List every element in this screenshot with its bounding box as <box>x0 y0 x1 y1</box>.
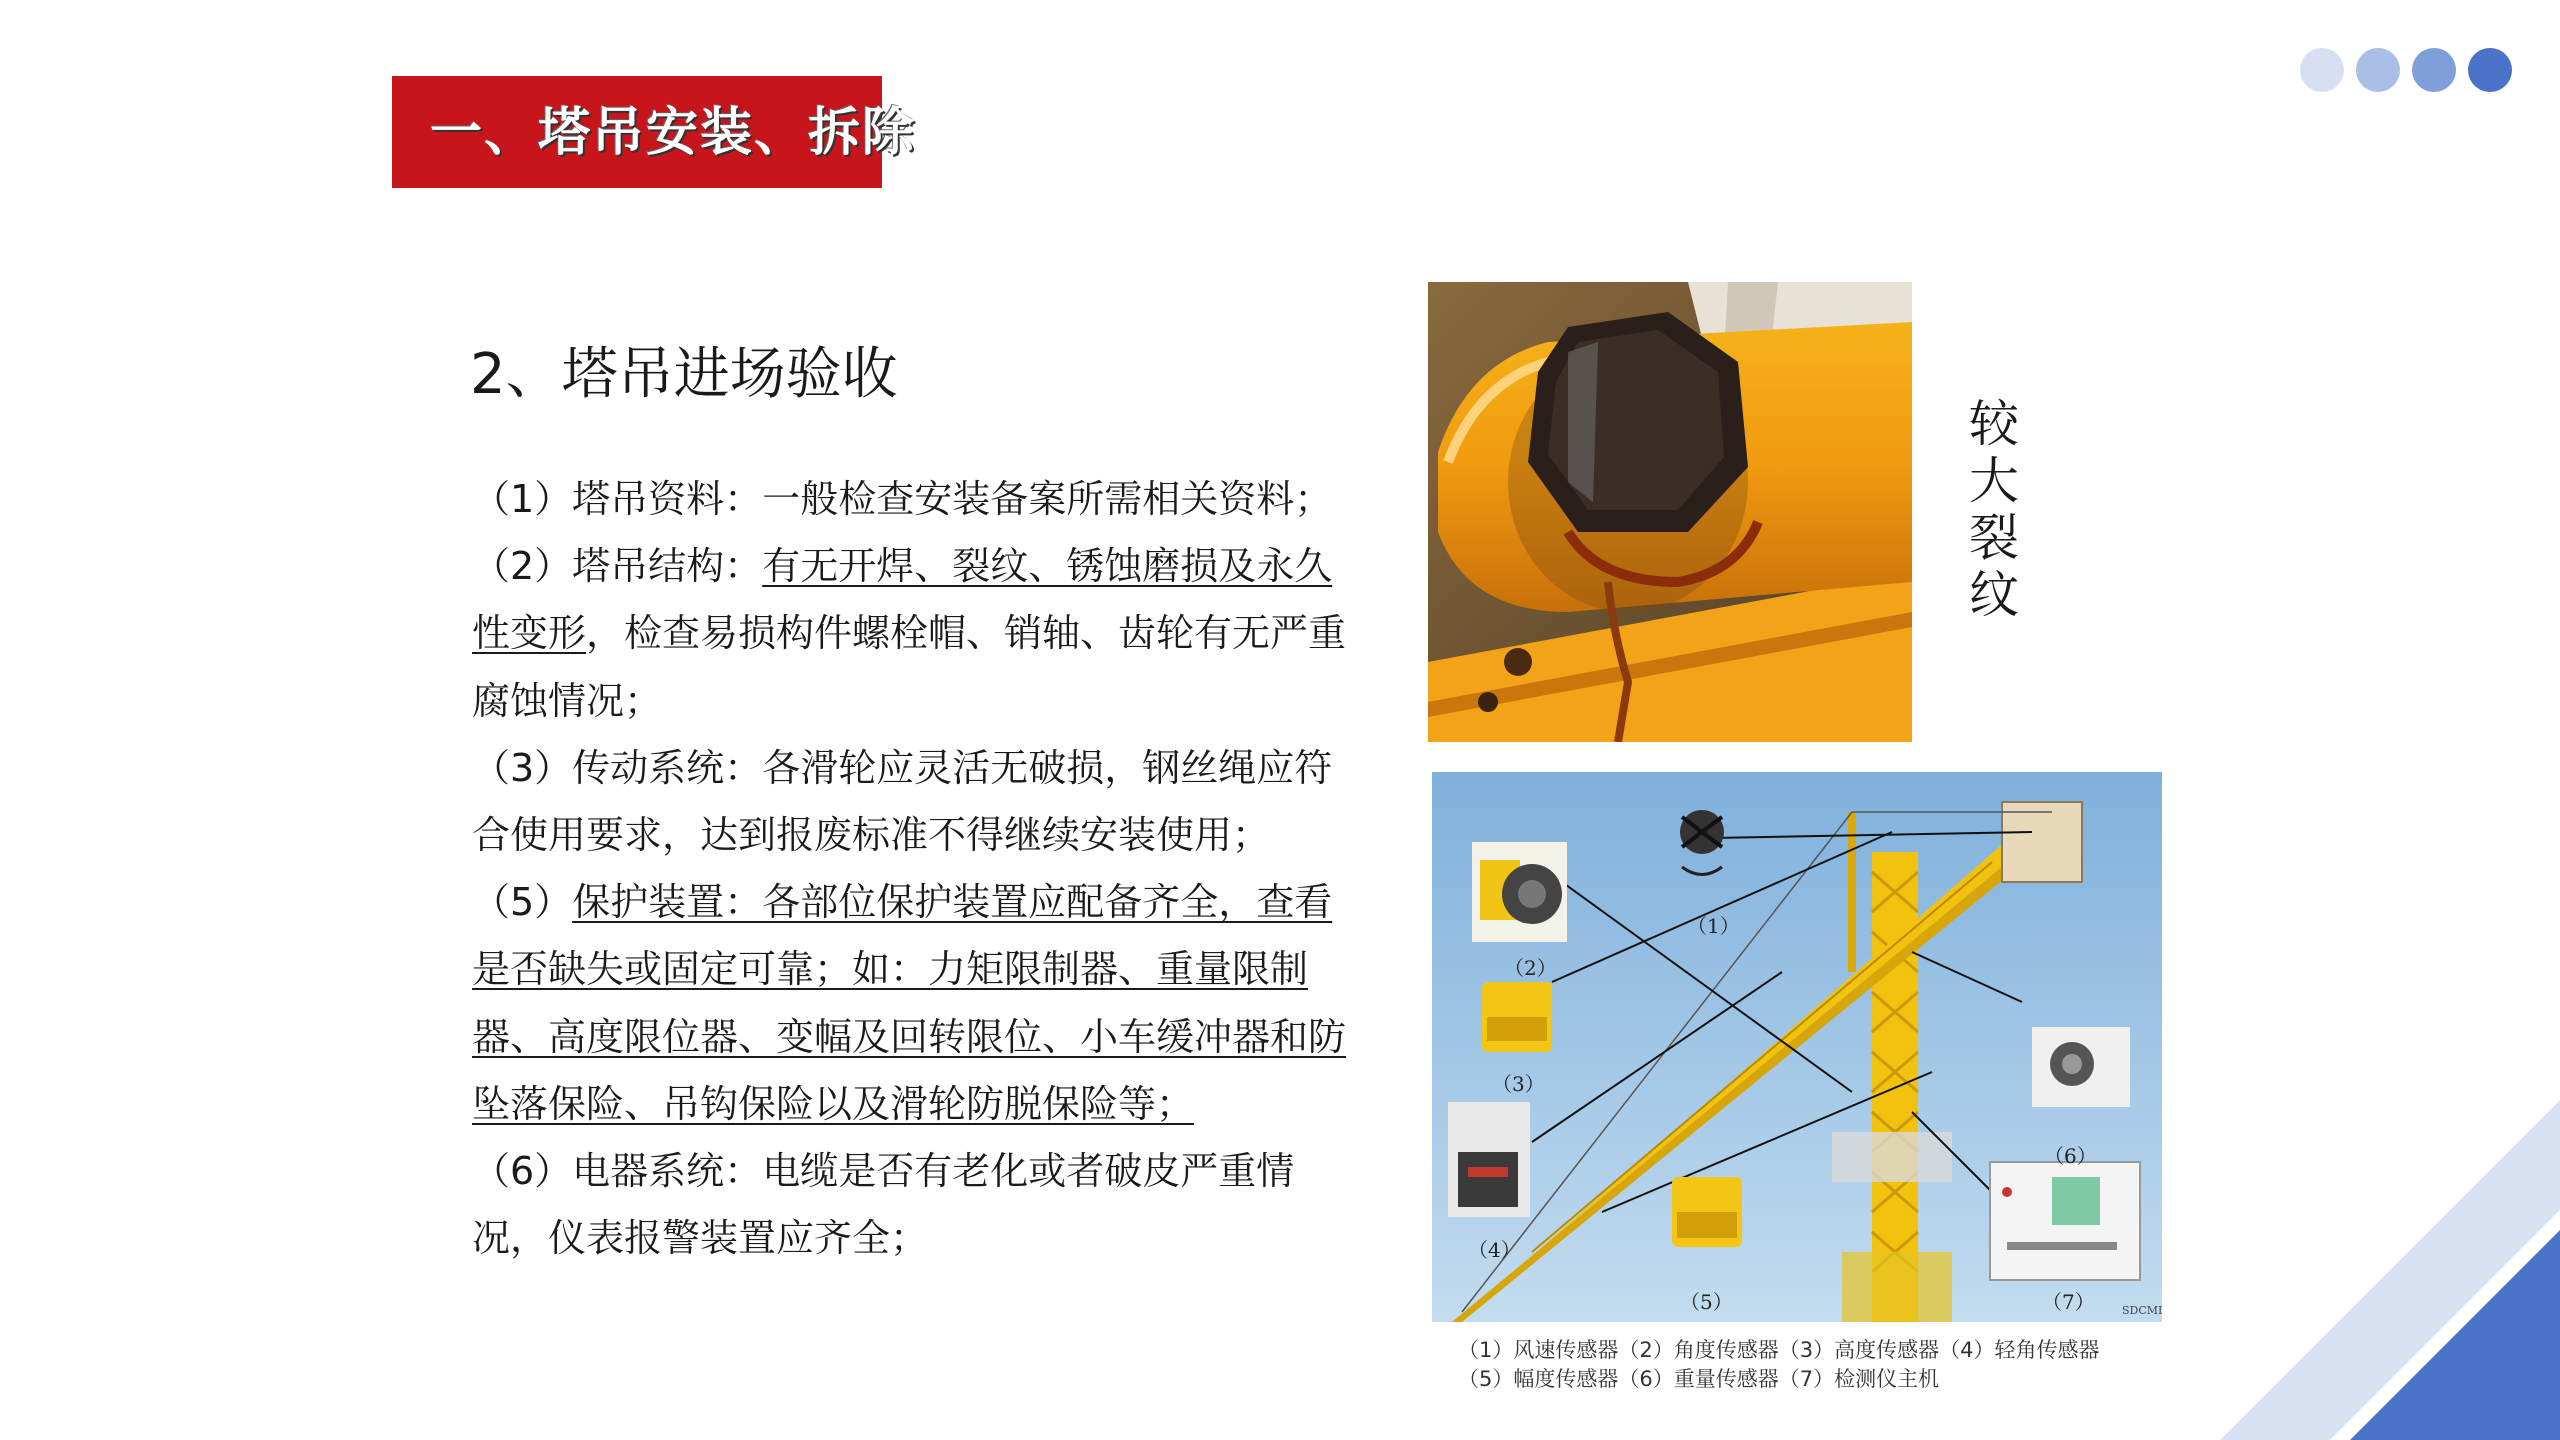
sensor-label-7: （7） <box>2042 1290 2095 1314</box>
sensor-label-1: （1） <box>1687 914 1740 938</box>
list-item: （2）塔吊结构：有无开焊、裂纹、锈蚀磨损及永久性变形，检查易损构件螺栓帽、销轴、齿轮有无严重腐蚀情况； <box>472 544 1347 723</box>
crack-label: 较 大 裂 纹 <box>1969 395 2019 624</box>
watermark: SDCMI <box>2122 1304 2162 1317</box>
list-item: （6）电器系统：电缆是否有老化或者破皮严重情况，仪表报警装置应齐全； <box>472 1149 1295 1261</box>
sensor-label-4: （4） <box>1468 1238 1521 1262</box>
crack-photo <box>1428 282 1912 742</box>
sensor-label-3: （3） <box>1492 1072 1545 1096</box>
sensor-label-6: （6） <box>2044 1144 2097 1168</box>
decorative-dots <box>2300 48 2520 94</box>
caption-line-2: （5）幅度传感器（6）重量传感器（7）检测仪主机 <box>1458 1367 1940 1391</box>
tower-crane-sensor-photo <box>1432 772 2162 1322</box>
list-item: （1）塔吊资料：一般检查安装备案所需相关资料； <box>472 477 1333 521</box>
dot-2 <box>2356 48 2400 92</box>
dot-1 <box>2300 48 2344 92</box>
inspection-list <box>472 466 1352 1272</box>
list-item: （5）保护装置：各部位保护装置应配备齐全，查看是否缺失或固定可靠；如：力矩限制器、重量限制器、高度限位器、变幅及回转限位、小车缓冲器和防坠落保险、吊钩保险以及滑轮防脱保险等； <box>472 880 1347 1126</box>
corner-decoration <box>2190 1080 2560 1440</box>
crack-photo-illustration <box>1428 282 1912 742</box>
page-title: 一、塔吊安装、拆除 <box>430 103 917 163</box>
dot-4 <box>2468 48 2512 92</box>
section-title: 2、塔吊进场验收 <box>470 342 898 407</box>
sensor-label-2: （2） <box>1504 956 1557 980</box>
dot-3 <box>2412 48 2456 92</box>
list-item: （3）传动系统：各滑轮应灵活无破损，钢丝绳应符合使用要求，达到报废标准不得继续安装使用； <box>472 745 1333 858</box>
tower-crane-illustration <box>1432 772 2162 1322</box>
sensor-label-5: （5） <box>1680 1290 1733 1314</box>
sensor-caption <box>1458 1336 2218 1394</box>
caption-line-1: （1）风速传感器（2）角度传感器（3）高度传感器（4）轻角传感器 <box>1458 1338 2100 1362</box>
